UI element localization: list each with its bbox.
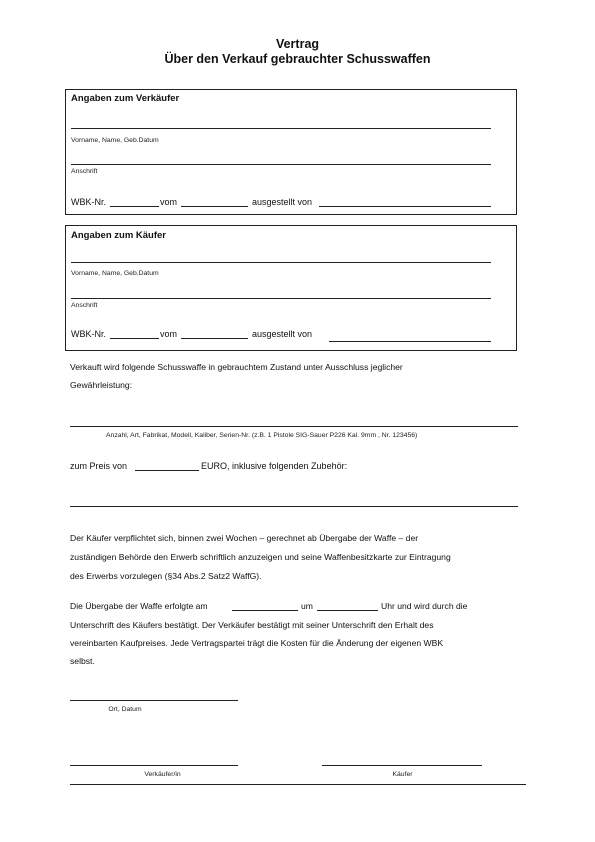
seller-heading: Angaben zum Verkäufer — [71, 93, 180, 104]
buyer-wbk-date-field[interactable] — [181, 338, 248, 339]
seller-signature-field[interactable] — [70, 765, 238, 766]
sale-intro-line1: Verkauft wird folgende Schusswaffe in gebrauchtem Zustand unter Ausschluss jeglicher — [70, 362, 403, 372]
buyer-signature-label: Käufer — [392, 771, 413, 778]
handover-suffix: Uhr und wird durch die — [381, 601, 468, 611]
buyer-address-label: Anschrift — [71, 302, 98, 309]
seller-wbk-authority-field[interactable] — [319, 206, 491, 207]
buyer-wbk-field[interactable] — [110, 338, 159, 339]
bottom-rule — [70, 784, 526, 785]
seller-name-label: Vorname, Name, Geb.Datum — [71, 137, 159, 144]
place-date-field[interactable] — [70, 700, 238, 701]
buyer-section — [65, 225, 517, 351]
handover-line4: selbst. — [70, 656, 95, 666]
seller-wbk-vom: vom — [160, 197, 178, 207]
place-date-label: Ort, Datum — [108, 706, 142, 713]
contract-subtitle: Über den Verkauf gebrauchter Schusswaffen — [164, 52, 431, 66]
buyer-address-field[interactable] — [71, 298, 491, 299]
obligation-line3: des Erwerbs vorzulegen (§34 Abs.2 Satz2 WaffG). — [70, 571, 262, 581]
seller-wbk-field[interactable] — [110, 206, 159, 207]
buyer-heading: Angaben zum Käufer — [71, 230, 167, 241]
obligation-line1: Der Käufer verpflichtet sich, binnen zwei Wochen – gerechnet ab Übergabe der Waffe – der — [70, 533, 419, 543]
weapon-description-field[interactable] — [70, 426, 518, 427]
buyer-signature-field[interactable] — [322, 765, 482, 766]
obligation-line2: zuständigen Behörde den Erwerb schriftlich anzuzeigen und seine Waffenbesitzkarte zur Eintragung — [70, 552, 451, 562]
handover-time-field[interactable] — [317, 610, 378, 611]
handover-line2: Unterschrift des Käufers bestätigt. Der Verkäufer bestätigt mit seiner Unterschrift den Erhalt des — [70, 620, 434, 630]
buyer-wbk-label: WBK-Nr. — [71, 329, 106, 339]
handover-um: um — [301, 601, 313, 611]
seller-address-field[interactable] — [71, 164, 491, 165]
buyer-wbk-vom: vom — [160, 329, 178, 339]
handover-prefix: Die Übergabe der Waffe erfolgte am — [70, 601, 208, 611]
seller-wbk-date-field[interactable] — [181, 206, 248, 207]
sale-intro-line2: Gewährleistung: — [70, 380, 133, 390]
price-field[interactable] — [135, 470, 199, 471]
handover-date-field[interactable] — [232, 610, 298, 611]
seller-signature-label: Verkäufer/in — [144, 771, 181, 778]
seller-wbk-label: WBK-Nr. — [71, 197, 106, 207]
contract-title: Vertrag — [275, 37, 320, 51]
handover-line3: vereinbarten Kaufpreises. Jede Vertragspartei trägt die Kosten für die Änderung der eigenen WBK — [70, 638, 444, 648]
seller-address-label: Anschrift — [71, 168, 98, 175]
price-suffix: EURO, inklusive folgenden Zubehör: — [201, 461, 348, 471]
buyer-wbk-issued-by: ausgestellt von — [252, 329, 313, 339]
buyer-wbk-authority-field[interactable] — [329, 341, 491, 342]
seller-section — [65, 89, 517, 215]
buyer-name-field[interactable] — [71, 262, 491, 263]
seller-name-field[interactable] — [71, 128, 491, 129]
weapon-description-label: Anzahl, Art, Fabrikat, Modell, Kaliber, Serien-Nr. (z.B. 1 Pistole SIG-Sauer P226 Kal. 9mm , Nr. 123456) — [106, 432, 418, 439]
seller-wbk-issued-by: ausgestellt von — [252, 197, 313, 207]
accessories-field[interactable] — [70, 506, 518, 507]
price-prefix: zum Preis von — [70, 461, 128, 471]
buyer-name-label: Vorname, Name, Geb.Datum — [71, 270, 159, 277]
